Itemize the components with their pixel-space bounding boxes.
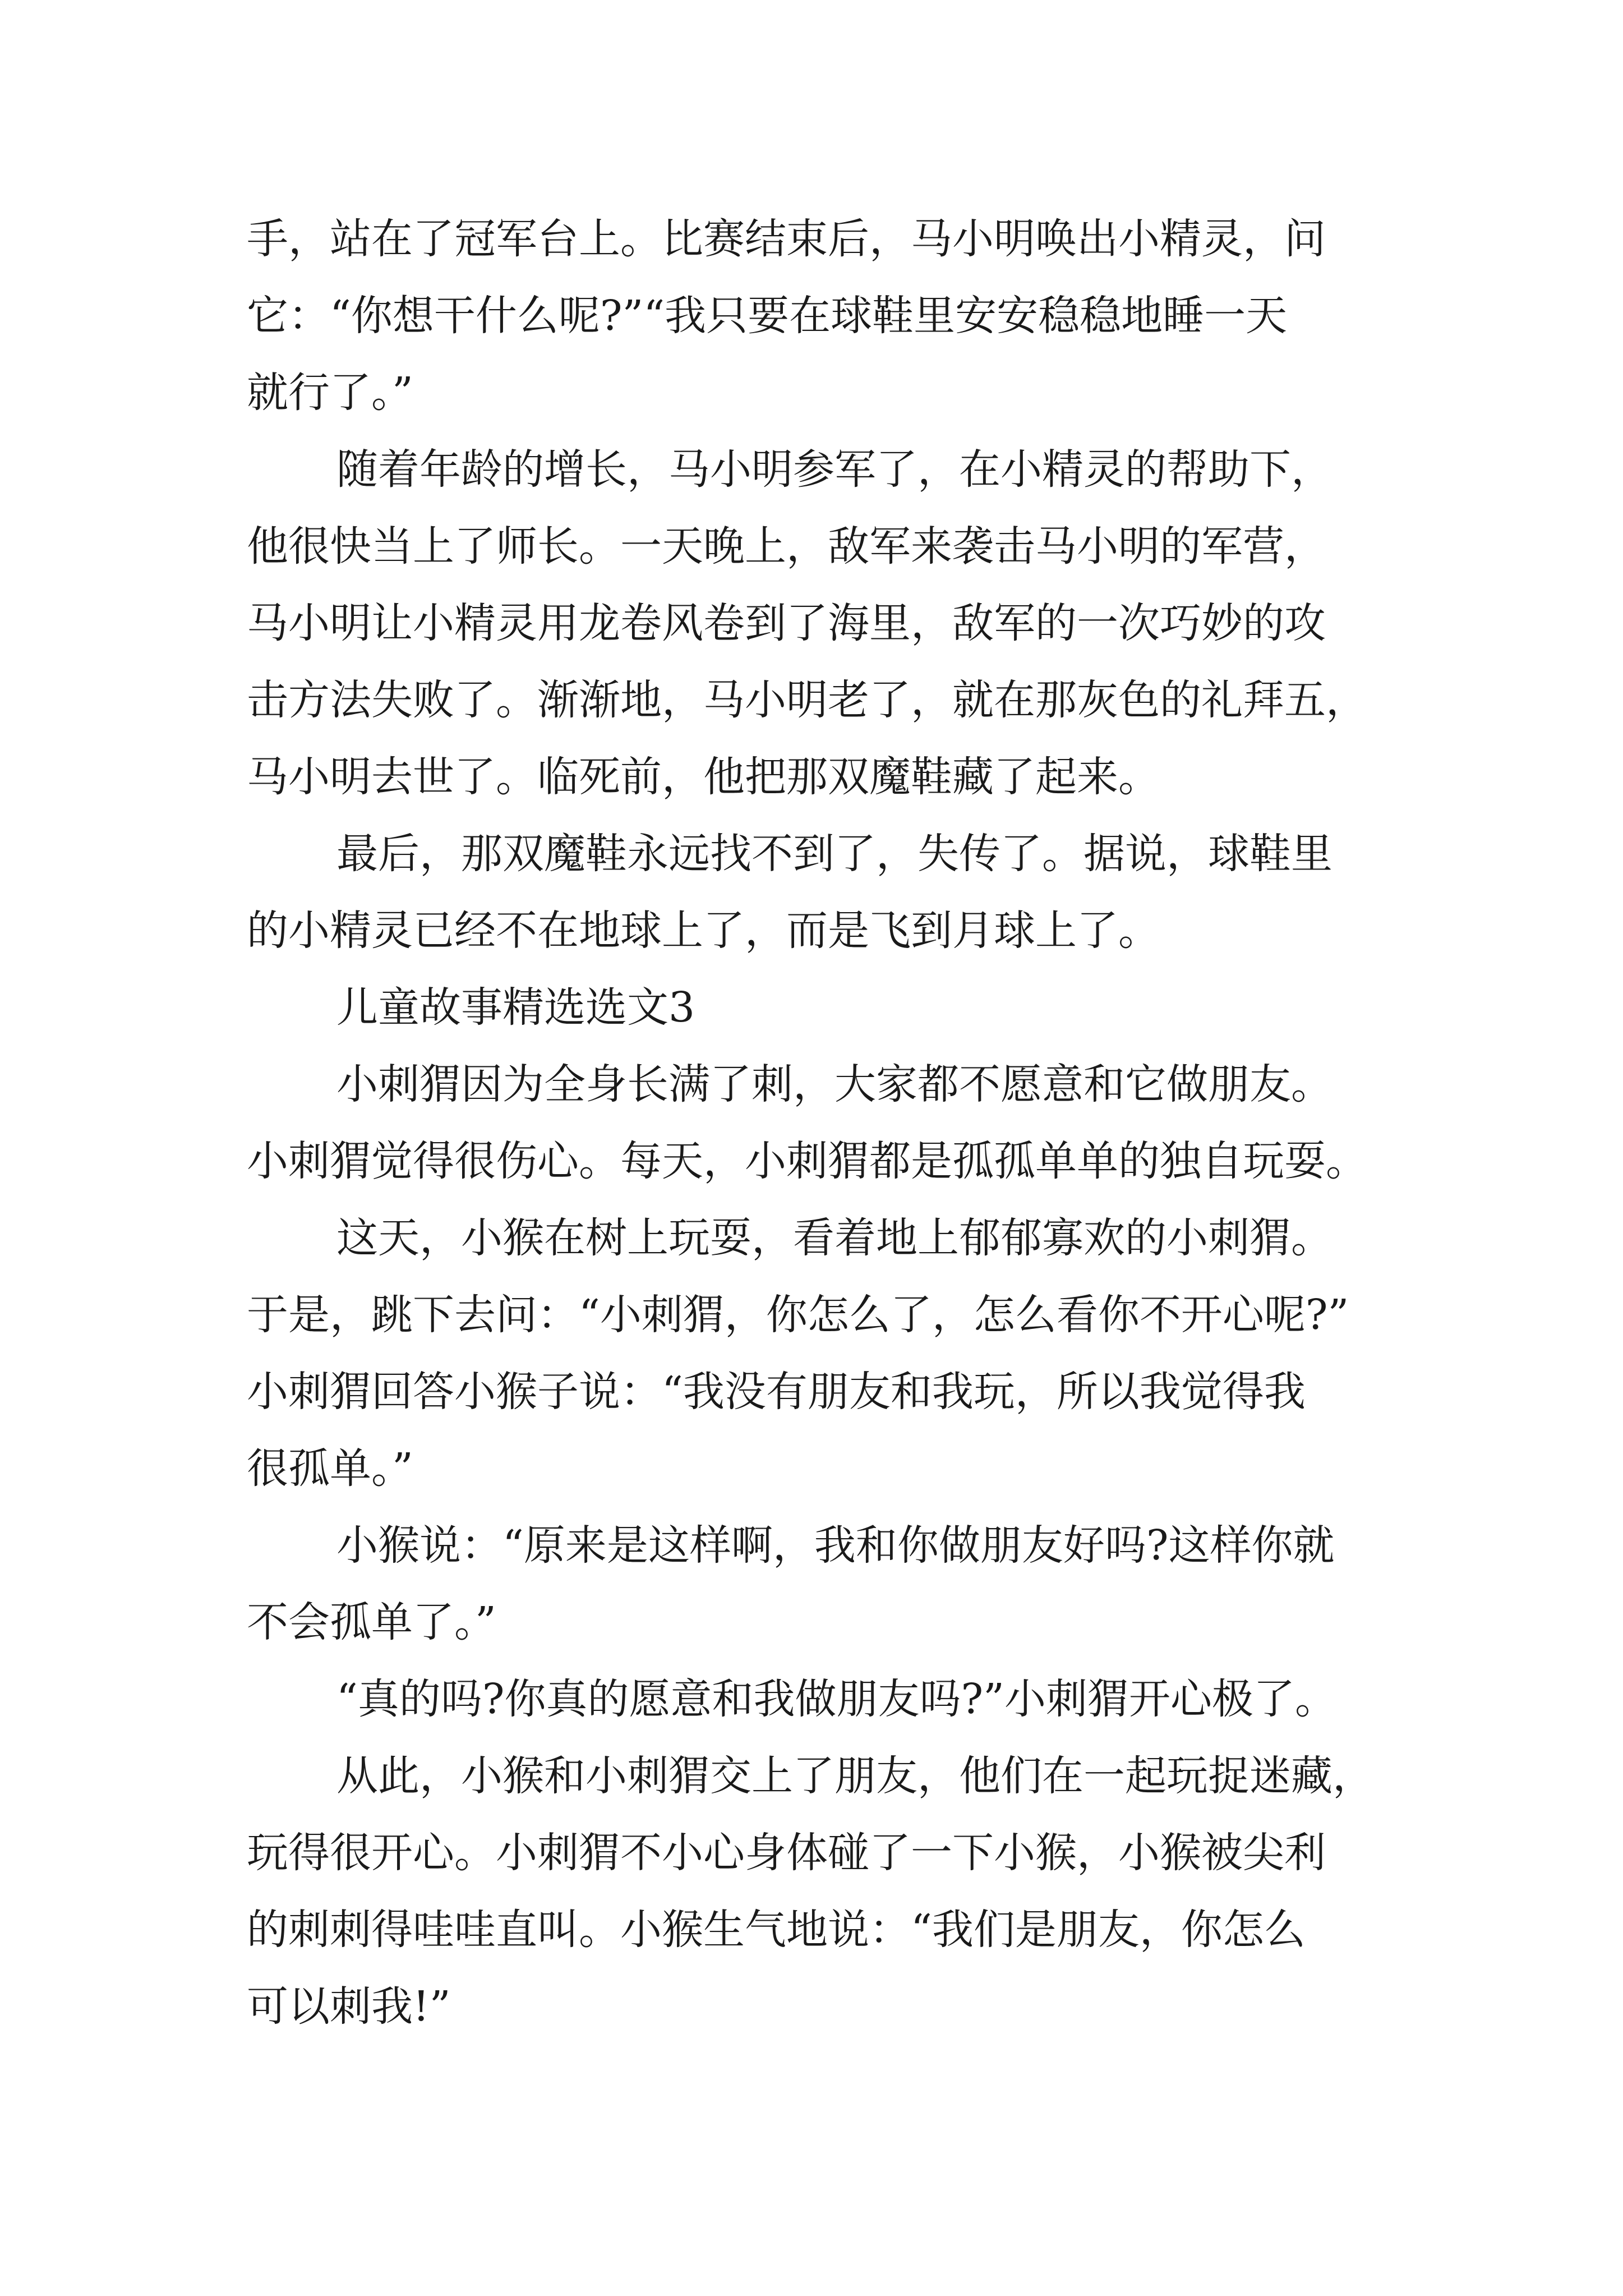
text-line: 马小明让小精灵用龙卷风卷到了海里，敌军的一次巧妙的攻 (247, 599, 1326, 647)
text-line: 很孤单。” (247, 1444, 413, 1493)
text-line: 可以刺我!” (247, 1982, 451, 2031)
text-line: 手，站在了冠军台上。比赛结束后，马小明唤出小精灵，问 (247, 215, 1326, 263)
text-line: 玩得很开心。小刺猬不小心身体碰了一下小猴，小猴被尖利 (247, 1829, 1326, 1877)
text-line: 这天，小猴在树上玩耍，看着地上郁郁寡欢的小刺猬。 (336, 1214, 1332, 1262)
text-line: 的刺刺得哇哇直叫。小猴生气地说：“我们是朋友，你怎么 (247, 1906, 1306, 1954)
text-line: 小刺猬回答小猴子说：“我没有朋友和我玩，所以我觉得我 (247, 1368, 1306, 1416)
text-line: 击方法失败了。渐渐地，马小明老了，就在那灰色的礼拜五， (247, 676, 1367, 724)
text-line: 从此，小猴和小刺猬交上了朋友，他们在一起玩捉迷藏， (336, 1752, 1374, 1800)
text-line: 它：“你想干什么呢?”“我只要在球鞋里安安稳稳地睡一天 (247, 292, 1288, 340)
text-line: 不会孤单了。” (247, 1598, 496, 1646)
text-line: 他很快当上了师长。一天晚上，敌军来袭击马小明的军营， (247, 522, 1326, 570)
text-line: 于是，跳下去问：“小刺猬，你怎么了，怎么看你不开心呢?” (247, 1291, 1349, 1339)
text-line: “真的吗?你真的愿意和我做朋友吗?”小刺猬开心极了。 (336, 1675, 1337, 1723)
text-line: 小刺猬因为全身长满了刺，大家都不愿意和它做朋友。 (336, 1060, 1332, 1108)
text-line: 小猴说：“原来是这样啊，我和你做朋友好吗?这样你就 (336, 1521, 1335, 1570)
text-line: 小刺猬觉得很伤心。每天，小刺猬都是孤孤单单的独自玩耍。 (247, 1137, 1367, 1185)
text-line: 随着年龄的增长，马小明参军了，在小精灵的帮助下， (336, 445, 1332, 494)
text-line: 最后，那双魔鞋永远找不到了，失传了。据说，球鞋里 (336, 830, 1332, 878)
text-line: 马小明去世了。临死前，他把那双魔鞋藏了起来。 (247, 753, 1160, 801)
text-line: 就行了。” (247, 369, 413, 417)
section-heading: 儿童故事精选选文3 (336, 983, 695, 1032)
text-line: 的小精灵已经不在地球上了，而是飞到月球上了。 (247, 907, 1160, 955)
body-text (247, 201, 1424, 2045)
